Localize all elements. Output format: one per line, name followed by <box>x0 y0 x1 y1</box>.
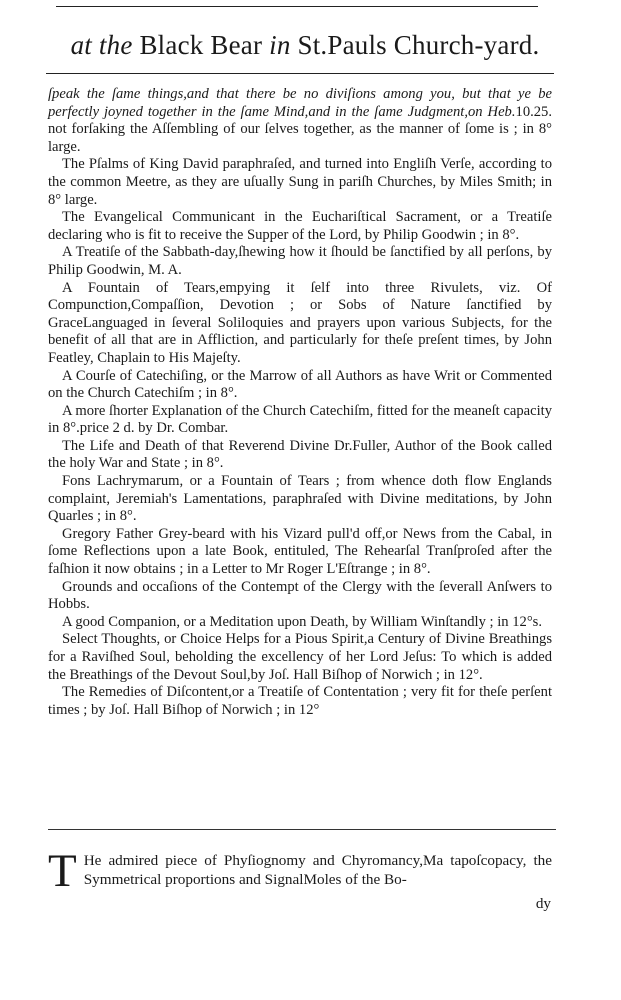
advert-text: He admired piece of Phyſiognomy and Chyromancy,Ma tapoſcopacy, the Symmetrical proportions and SignalMoles of the Bo- <box>83 852 552 888</box>
list-item: A more ſhorter Explanation of the Church Catechiſm, fitted for the meaneſt capacity in 8°.price 2 d. by Dr. Combar. <box>48 402 552 437</box>
header-name: Black Bear <box>139 30 270 60</box>
list-item: Gregory Father Grey-beard with his Vizard pull'd off,or News from the Cabal, in ſome Reflections upon a late Book, entituled, The Rehearſal Tranſproſed after the faſhion it now obtains ; in a Letter to Mr Roger L'Eſtrange ; in 8°. <box>48 525 552 578</box>
list-item: Fons Lachrymarum, or a Fountain of Tears ; from whence doth flow Englands complaint, Jeremiah's Lamentations, paraphraſed with Divine meditations, by John Quarles ; in 8°. <box>48 473 552 525</box>
header-in: in <box>269 30 298 60</box>
top-rule <box>56 6 538 7</box>
list-item: A Treatiſe of the Sabbath-day,ſhewing how it ſhould be ſanctified by all perſons, by Philip Goodwin, M. A. <box>48 244 552 278</box>
catchword: dy <box>535 895 551 912</box>
header-place: St.Pauls Church-yard. <box>297 30 540 60</box>
list-item <box>48 86 552 156</box>
list-item: A Courſe of Catechiſing, or the Marrow of all Authors as have Writ or Commented on the Church Catechiſm ; in 8°. <box>48 367 552 402</box>
list-item: The Pſalms of King David paraphraſed, and turned into Engliſh Verſe, according to the common Meetre, as they are uſually Sung in pariſh Churches, by Miles Smith; in 8° large. <box>48 156 552 208</box>
list-item: Select Thoughts, or Choice Helps for a Pious Spirit,a Century of Divine Breathings for a Raviſhed Soul, beholding the excellency of her Lord Jeſus: To which is added the Breathings of the Devout Soul,by Joſ. Hall Biſhop of Norwich ; in 12°. <box>48 631 552 683</box>
list-item: A Fountain of Tears,empying it ſelf into three Rivulets, viz. Of Compunction,Compaſſion, Devotion ; or Sobs of Nature ſanctified by GraceLanguaged in ſeveral Soliloquies and prayers upon various Subjects, for the benefit of all that are in Affliction, and particularly for theſe preſent times, by John Featley, Chaplain to His Majeſty. <box>48 279 552 366</box>
entry-text: 10.25. not forſaking the Aſſembling of our ſelves together, as the manner of ſome is ; in 8° large. <box>48 103 552 155</box>
list-item: The Evangelical Communicant in the Euchariſtical Sacrament, or a Treatiſe declaring who is fit to receive the Supper of the Lord, by Philip Goodwin ; in 8°. <box>48 209 552 243</box>
section-rule <box>48 829 556 830</box>
list-item: A good Companion, or a Meditation upon Death, by William Winſtandly ; in 12°s. <box>62 613 542 630</box>
page-header <box>40 30 570 60</box>
header-prefix: at the <box>70 30 140 60</box>
list-item: Grounds and occaſions of the Contempt of the Clergy with the ſeverall Anſwers to Hobbs. <box>48 578 552 613</box>
header-rule <box>46 73 554 74</box>
list-item: The Remedies of Diſcontent,or a Treatiſe of Contentation ; very fit for theſe perſent times ; by Joſ. Hall Biſhop of Norwich ; in 12° <box>48 684 552 718</box>
book-list <box>48 86 552 719</box>
advert-paragraph <box>48 845 552 897</box>
entry-italic: ſpeak the ſame things,and that there be no diviſions among you, but that ye be perfectly joyned together in the ſame Mind,and in the ſame Judgment,on Heb. <box>48 86 552 120</box>
drop-cap: T <box>48 845 77 897</box>
list-item: The Life and Death of that Reverend Divine Dr.Fuller, Author of the Book called the holy War and State ; in 8°. <box>48 437 552 472</box>
